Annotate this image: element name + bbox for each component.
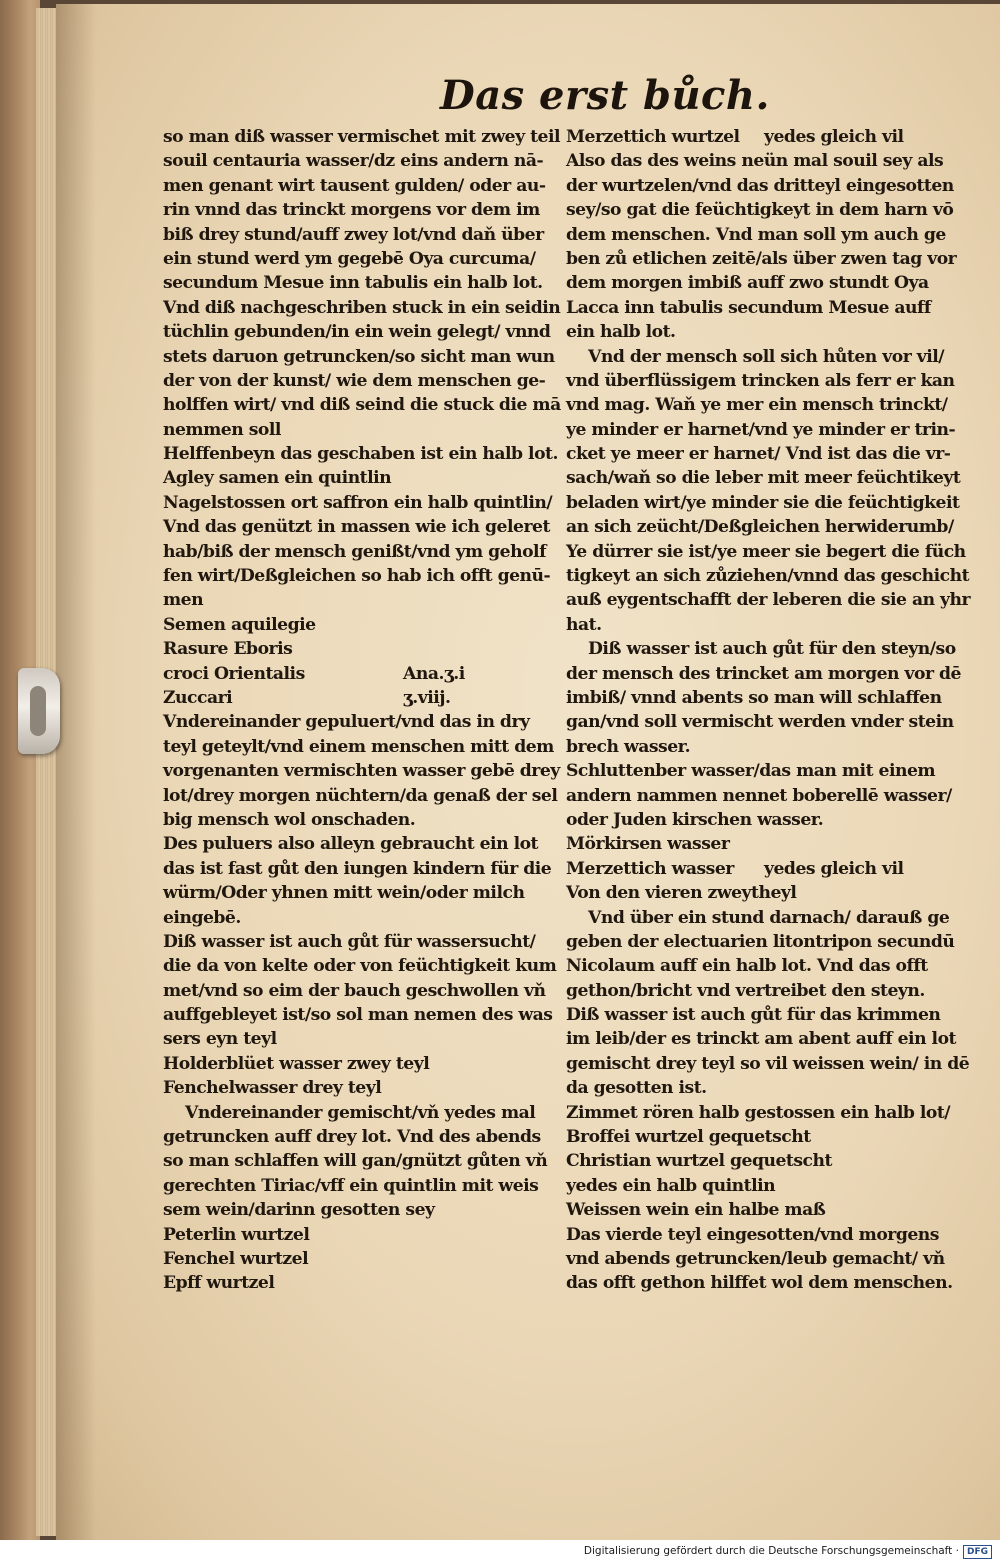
text-line: dem menschen. Vnd man soll ym auch ge xyxy=(566,224,946,245)
text-line: so man schlaffen will gan/gnützt gůten vň xyxy=(163,1151,548,1172)
text-line xyxy=(163,662,555,686)
text-line: biß drey stund/auff zwey lot/vnd daň über xyxy=(163,224,544,245)
text-line: vorgenanten vermischten wasser gebē drey xyxy=(163,761,560,782)
text-line: rin vnnd das trinckt morgens vor dem im xyxy=(163,200,540,221)
ingredient-name: Merzettich wurtzel xyxy=(566,127,740,147)
running-header: Das erst bůch. xyxy=(440,72,770,119)
text-line: Mörkirsen wasser xyxy=(566,834,730,855)
text-line: eingebē. xyxy=(163,907,241,928)
digitization-credit xyxy=(584,1545,992,1559)
text-line: Vnd diß nachgeschriben stuck in ein seidin xyxy=(163,297,561,318)
text-line: Fenchel wurtzel xyxy=(163,1248,309,1269)
text-line: sers eyn teyl xyxy=(163,1029,277,1050)
text-line: Vndereinander gemischt/vň yedes mal xyxy=(185,1102,536,1123)
dfg-logo: DFG xyxy=(963,1545,992,1559)
text-line: ein stund werd ym gegebē Oya curcuma/ xyxy=(163,248,536,269)
text-line: gemischt drey teyl so vil weissen wein/ in dē xyxy=(566,1053,970,1074)
text-line: das ist fast gůt den iungen kindern für die xyxy=(163,858,552,879)
spine-shadow xyxy=(56,4,96,1540)
text-line: Holderblüet wasser zwey teyl xyxy=(163,1053,430,1074)
text-line: Vnd der mensch soll sich hůten vor vil/ xyxy=(588,346,945,367)
text-line: tigkeyt an sich zůziehen/vnnd das geschicht xyxy=(566,566,970,587)
text-line: Diß wasser ist auch gůt für wassersucht/ xyxy=(163,931,536,952)
text-line xyxy=(566,125,958,149)
text-line: gan/vnd soll vermischt werden vnder stein xyxy=(566,712,954,733)
text-line: Vndereinander gepuluert/vnd das in dry xyxy=(163,712,530,733)
ingredient-quantity: Ana.ʒ.i xyxy=(403,663,465,684)
text-line: Des puluers also alleyn gebraucht ein lot xyxy=(163,834,538,855)
text-line: stets daruon getruncken/so sicht man wun xyxy=(163,346,555,367)
text-line: fen wirt/Deßgleichen so hab ich offt genū- xyxy=(163,566,551,587)
text-line: imbiß/ vnnd abents so man will schlaffen xyxy=(566,687,942,708)
text-line: Also das des weins neün mal souil sey als xyxy=(566,151,944,172)
text-line: Schluttenber wasser/das man mit einem xyxy=(566,761,936,782)
text-line: im leib/der es trinckt am abent auff ein lot xyxy=(566,1029,956,1050)
text-line: Semen aquilegie xyxy=(163,614,316,635)
text-line: Peterlin wurtzel xyxy=(163,1224,310,1245)
text-line: auffgebleyet ist/so sol man nemen des was xyxy=(163,1005,553,1026)
text-line: Diß wasser ist auch gůt für das krimmen xyxy=(566,1005,941,1026)
text-line: Christian wurtzel gequetscht xyxy=(566,1151,832,1172)
text-line: Nagelstossen ort saffron ein halb quintlin/ xyxy=(163,492,553,513)
text-line: Fenchelwasser drey teyl xyxy=(163,1078,382,1099)
left-text-column xyxy=(163,125,561,1296)
text-line: würm/Oder yhnen mitt wein/oder milch xyxy=(163,883,525,904)
text-line: Broffei wurtzel gequetscht xyxy=(566,1127,811,1148)
text-line: hab/biß der mensch genißt/vnd ym geholf xyxy=(163,541,546,562)
text-line: sach/waň so die leber mit meer feüchtikeyt xyxy=(566,468,961,489)
text-line: Helffenbeyn das geschaben ist ein halb lot. xyxy=(163,444,558,465)
ingredient-quantity: yedes gleich vil xyxy=(764,127,904,147)
text-line: die da von kelte oder von feüchtigkeit kum xyxy=(163,956,557,977)
text-line: hat. xyxy=(566,614,602,635)
text-line: auß eygentschafft der leberen die sie an yhr xyxy=(566,590,971,611)
text-line: andern nammen nennet boberellē wasser/ xyxy=(566,785,952,806)
text-line: geben der electuarien litontripon secundū xyxy=(566,931,955,952)
credit-text: Digitalisierung gefördert durch die Deutsche Forschungsgemeinschaft · xyxy=(583,1545,959,1557)
ingredient-quantity: yedes gleich vil xyxy=(764,858,904,879)
text-line: Das vierde teyl eingesotten/vnd morgens xyxy=(566,1224,939,1245)
text-line: men genant wirt tausent gulden/ oder au- xyxy=(163,175,546,196)
text-line: yedes ein halb quintlin xyxy=(566,1175,776,1196)
text-line: der mensch des trincket am morgen vor dē xyxy=(566,663,961,684)
text-line: getruncken auff drey lot. Vnd des abends xyxy=(163,1127,541,1148)
text-line: Diß wasser ist auch gůt für den steyn/so xyxy=(588,639,956,660)
text-line: der von der kunst/ wie dem menschen ge- xyxy=(163,370,546,391)
text-line: Epff wurtzel xyxy=(163,1273,275,1294)
text-line: sem wein/darinn gesotten sey xyxy=(163,1200,435,1221)
text-line: dem morgen imbiß auff zwo stundt Oya xyxy=(566,273,929,294)
text-line: an sich zeücht/Deßgleichen herwiderumb/ xyxy=(566,517,954,538)
text-line: Agley samen ein quintlin xyxy=(163,468,392,489)
text-line: das offt gethon hilffet wol dem menschen. xyxy=(566,1273,953,1294)
text-line: Lacca inn tabulis secundum Mesue auff xyxy=(566,297,931,318)
text-line: brech wasser. xyxy=(566,736,691,757)
text-line: Ye dürrer sie ist/ye meer sie begert die füch xyxy=(566,541,966,562)
right-text-column xyxy=(566,125,971,1296)
text-line xyxy=(163,686,555,710)
text-line: vnd überflüssigem trincken als ferr er kan xyxy=(566,370,955,391)
text-line: gerechten Tiriac/vff ein quintlin mit weis xyxy=(163,1175,539,1196)
text-line: teyl geteylt/vnd einem menschen mitt dem xyxy=(163,736,554,757)
text-line: so man diß wasser vermischet mit zwey teil xyxy=(163,127,560,147)
text-line: vnd mag. Waň ye mer ein mensch trinckt/ xyxy=(566,395,948,416)
text-line: holffen wirt/ vnd diß seind die stuck die mā xyxy=(163,395,561,416)
text-line: Weissen wein ein halbe maß xyxy=(566,1200,826,1221)
clasp-slot xyxy=(30,686,46,736)
text-line: gethon/bricht vnd vertreibet den steyn. xyxy=(566,980,925,1001)
text-line: sey/so gat die feüchtigkeyt in dem harn vō xyxy=(566,200,954,221)
text-line: ye minder er harnet/vnd ye minder er trin- xyxy=(566,419,956,440)
text-line: ein halb lot. xyxy=(566,322,676,343)
text-line: da gesotten ist. xyxy=(566,1078,707,1099)
text-line: Rasure Eboris xyxy=(163,639,293,660)
text-line: secundum Mesue inn tabulis ein halb lot. xyxy=(163,273,543,294)
page-edges xyxy=(36,8,58,1536)
text-line: lot/drey morgen nüchtern/da genaß der sel xyxy=(163,785,558,806)
text-line: der wurtzelen/vnd das dritteyl eingesotten xyxy=(566,175,954,196)
ingredient-name: Merzettich wasser xyxy=(566,858,734,879)
book-cover-edge xyxy=(0,0,40,1540)
text-line: beladen wirt/ye minder sie die feüchtigkeit xyxy=(566,492,960,513)
text-line: tüchlin gebunden/in ein wein gelegt/ vnnd xyxy=(163,322,551,343)
ingredient-name: Zuccari xyxy=(163,687,233,708)
text-line: men xyxy=(163,590,204,611)
text-line: ben zů etlichen zeitē/als über zwen tag vor xyxy=(566,248,957,269)
text-line: Vnd das genützt in massen wie ich geleret xyxy=(163,517,550,538)
text-line: Von den vieren zweytheyl xyxy=(566,883,797,904)
text-line: oder Juden kirschen wasser. xyxy=(566,809,824,830)
text-line: souil centauria wasser/dz eins andern nā- xyxy=(163,151,544,172)
text-line xyxy=(566,857,958,881)
text-line: Zimmet rören halb gestossen ein halb lot/ xyxy=(566,1102,951,1123)
text-line: Vnd über ein stund darnach/ darauß ge xyxy=(588,907,950,928)
text-line: big mensch wol onschaden. xyxy=(163,809,416,830)
text-line: vnd abends getruncken/leub gemacht/ vň xyxy=(566,1248,945,1269)
ingredient-quantity: ʒ.viij. xyxy=(403,687,451,708)
text-line: nemmen soll xyxy=(163,419,281,440)
ingredient-name: croci Orientalis xyxy=(163,663,305,684)
text-line: met/vnd so eim der bauch geschwollen vň xyxy=(163,980,546,1001)
text-line: Nicolaum auff ein halb lot. Vnd das offt xyxy=(566,956,928,977)
text-line: cket ye meer er harnet/ Vnd ist das die vr- xyxy=(566,444,951,465)
book-clasp xyxy=(18,668,60,754)
